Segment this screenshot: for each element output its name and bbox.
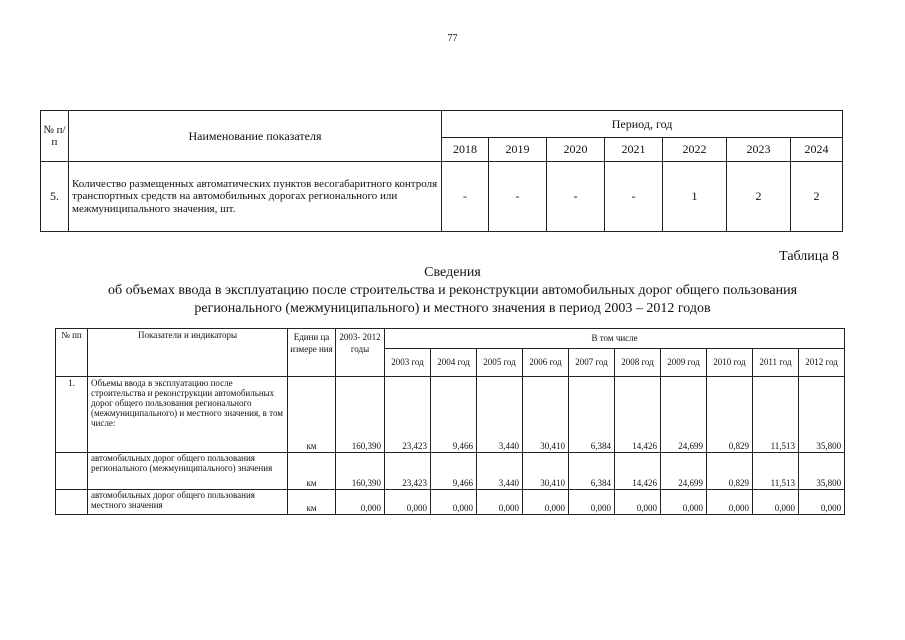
row-value: 0,000 [569, 490, 615, 515]
row-name: автомобильных дорог общего пользования местного значения [88, 490, 288, 515]
year-header: 2004 год [431, 349, 477, 377]
row-value: 9,466 [431, 453, 477, 490]
year-header: 2008 год [615, 349, 661, 377]
row-value: 1 [663, 162, 727, 232]
row-value: 23,423 [385, 377, 431, 453]
row-value: 0,000 [661, 490, 707, 515]
row-value: 0,000 [799, 490, 845, 515]
year-header: 2007 год [569, 349, 615, 377]
row-value: 0,000 [615, 490, 661, 515]
row-value: 35,800 [799, 377, 845, 453]
year-header: 2006 год [523, 349, 569, 377]
title-line-3: регионального (межмуниципального) и местного значения в период 2003 – 2012 годов [194, 301, 711, 316]
row-value: 35,800 [799, 453, 845, 490]
year-header: 2011 год [753, 349, 799, 377]
year-header: 2023 [727, 138, 791, 162]
row-value: 11,513 [753, 453, 799, 490]
row-name: автомобильных дорог общего пользования регионального (межмуниципального) значения [88, 453, 288, 490]
row-num [56, 490, 88, 515]
row-value: 23,423 [385, 453, 431, 490]
row-value: 24,699 [661, 453, 707, 490]
year-header: 2009 год [661, 349, 707, 377]
header-including: В том числе [385, 329, 845, 349]
table-row [56, 453, 845, 490]
year-header: 2019 [489, 138, 547, 162]
row-value: 30,410 [523, 453, 569, 490]
row-value: 0,829 [707, 453, 753, 490]
row-value: 6,384 [569, 377, 615, 453]
page-number: 77 [447, 33, 458, 44]
row-value: 0,829 [707, 377, 753, 453]
table-row [41, 162, 843, 232]
year-header: 2010 год [707, 349, 753, 377]
row-value: 30,410 [523, 377, 569, 453]
row-num: 1. [56, 377, 88, 453]
row-total: 0,000 [336, 490, 385, 515]
row-num: 5. [41, 162, 69, 232]
year-header: 2022 [663, 138, 727, 162]
row-value: 3,440 [477, 453, 523, 490]
year-header: 2012 год [799, 349, 845, 377]
row-value: 14,426 [615, 377, 661, 453]
row-value: - [442, 162, 489, 232]
row-value: 0,000 [431, 490, 477, 515]
table-label: Таблица 8 [779, 249, 839, 264]
row-total: 160,390 [336, 377, 385, 453]
header-num: № пп [56, 329, 88, 377]
year-header: 2003 год [385, 349, 431, 377]
header-unit: Едини ца измере ния [288, 329, 336, 377]
header-total: 2003- 2012 годы [336, 329, 385, 377]
row-value: 14,426 [615, 453, 661, 490]
row-name: Объемы ввода в эксплуатацию после строительства и реконструкции автомобильных дорог общего пользования регионального (межмуниципального) и местного значения, в том числе: [88, 377, 288, 453]
row-value: 0,000 [523, 490, 569, 515]
row-value: 9,466 [431, 377, 477, 453]
title-line-1: Сведения [424, 265, 481, 280]
row-value: 0,000 [477, 490, 523, 515]
row-value: - [605, 162, 663, 232]
title-line-2: об объемах ввода в эксплуатацию после строительства и реконструкции автомобильных дорог общего пользования [107, 283, 798, 298]
year-header: 2024 [791, 138, 843, 162]
row-unit: км [288, 490, 336, 515]
row-value: 2 [791, 162, 843, 232]
row-value: 0,000 [385, 490, 431, 515]
row-name: Количество размещенных автоматических пунктов весогабаритного контроля транспортных средств на автомобильных дорогах регионального или межмуниципального значения, шт. [69, 162, 442, 232]
header-name: Наименование показателя [69, 111, 442, 162]
year-header: 2020 [547, 138, 605, 162]
header-name: Показатели и индикаторы [88, 329, 288, 377]
row-value: 24,699 [661, 377, 707, 453]
row-num [56, 453, 88, 490]
row-value: 2 [727, 162, 791, 232]
row-value: 6,384 [569, 453, 615, 490]
row-value: 0,000 [707, 490, 753, 515]
header-num: № п/п [41, 111, 69, 162]
row-value: - [489, 162, 547, 232]
row-value: 0,000 [753, 490, 799, 515]
row-value: 11,513 [753, 377, 799, 453]
year-header: 2018 [442, 138, 489, 162]
row-value: - [547, 162, 605, 232]
row-unit: км [288, 377, 336, 453]
header-period: Период, год [442, 111, 843, 138]
row-total: 160,390 [336, 453, 385, 490]
year-header: 2021 [605, 138, 663, 162]
indicator-table [40, 110, 843, 232]
table-row [56, 490, 845, 515]
year-header: 2005 год [477, 349, 523, 377]
row-unit: км [288, 453, 336, 490]
row-value: 3,440 [477, 377, 523, 453]
volume-table [55, 328, 845, 515]
table-row [56, 377, 845, 453]
